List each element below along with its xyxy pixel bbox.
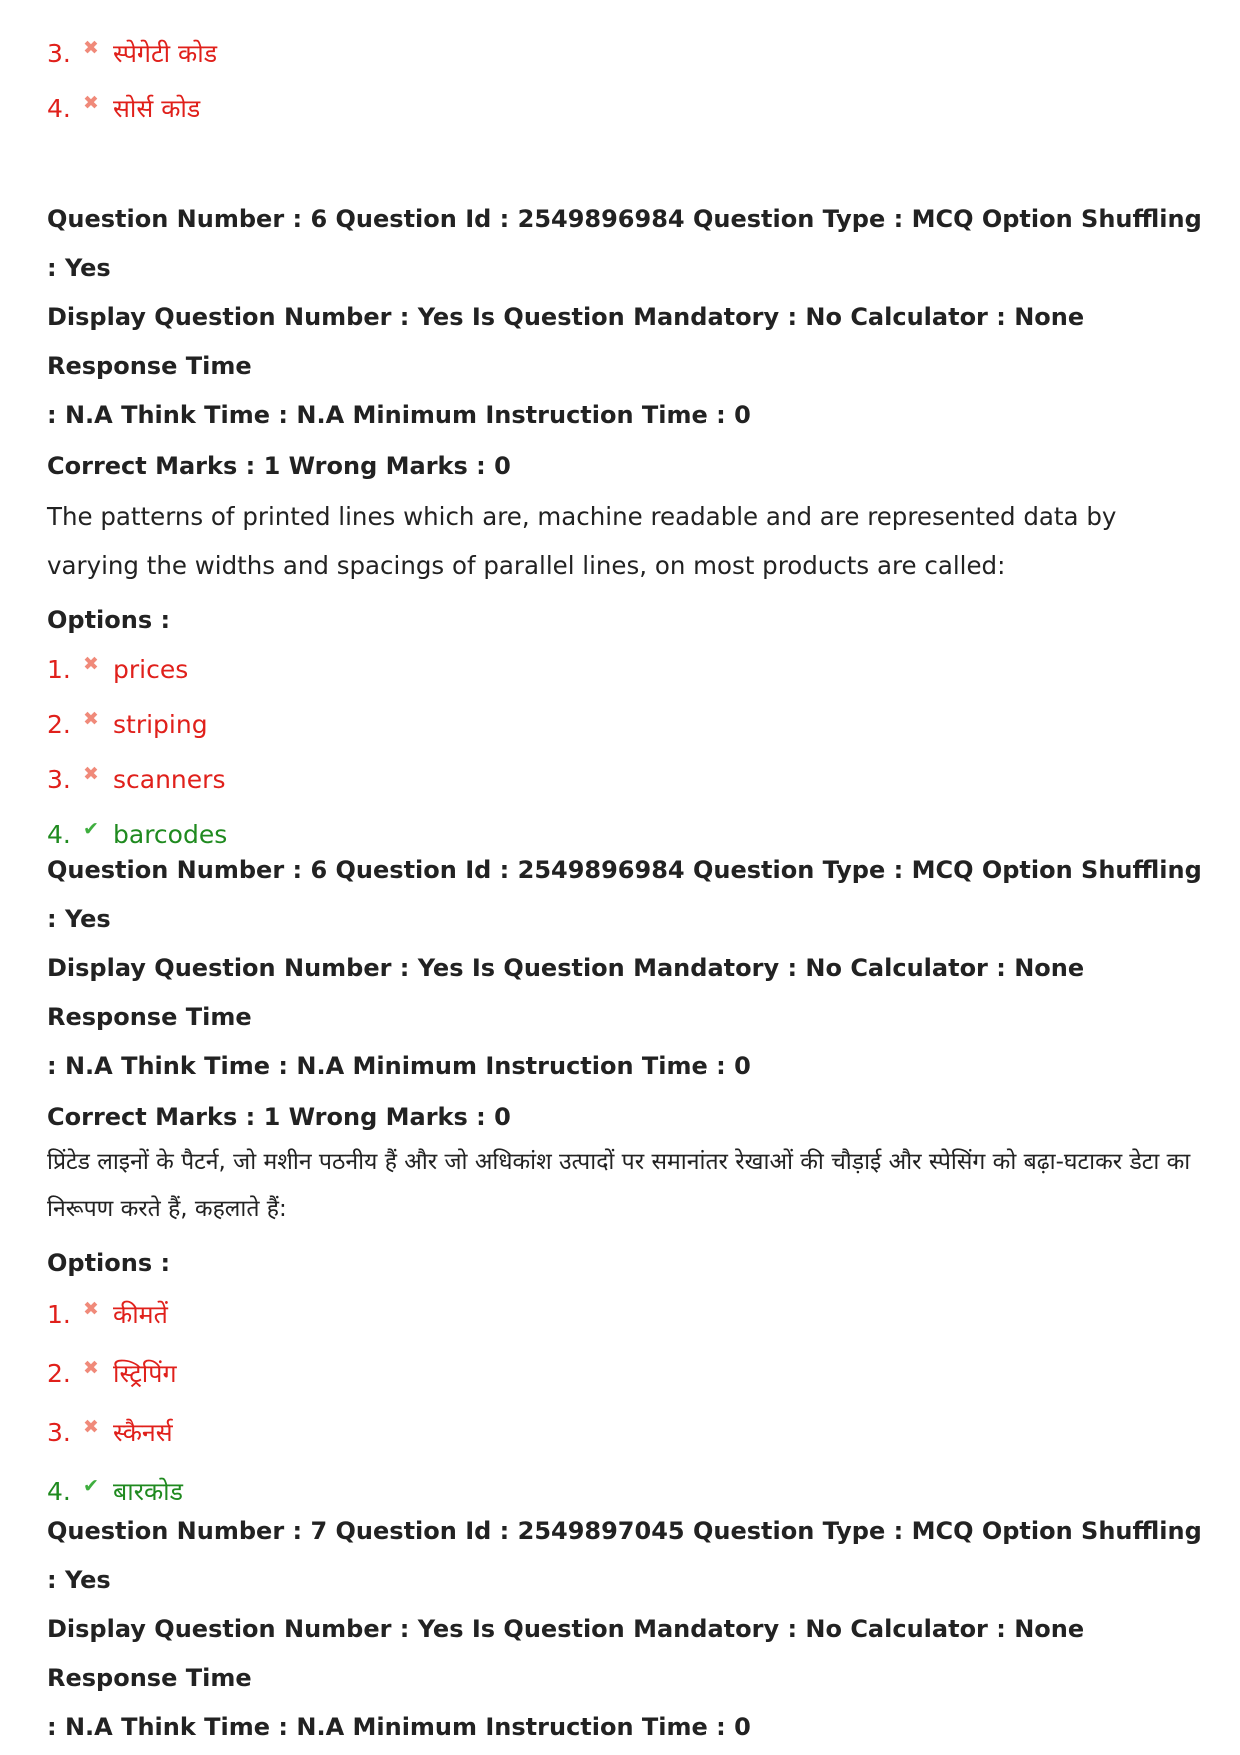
options-label: Options : [47,1249,171,1277]
cross-icon: ✖ [83,707,99,730]
check-icon: ✔ [83,817,99,840]
option-text: barcodes [113,819,228,849]
cross-icon: ✖ [83,91,99,114]
question-meta-line: Question Number : 6 Question Id : 2549896984 Question Type : MCQ Option Shuffling : Yes [47,205,1202,282]
option-number: 3. [47,38,71,68]
option-item [47,81,1207,136]
question-meta-line: : N.A Think Time : N.A Minimum Instruction Time : 0 [47,1052,751,1080]
option-number: 1. [47,654,71,684]
option-item [47,642,1207,697]
option-text: स्पेगेटी कोड [113,38,218,68]
question-meta-line: Display Question Number : Yes Is Question Mandatory : No Calculator : None Response Time [47,1615,1085,1692]
option-number: 4. [47,819,71,849]
question-marks: Correct Marks : 1 Wrong Marks : 0 [47,1103,511,1131]
option-text: स्कैनर्स [113,1417,173,1447]
option-number: 4. [47,1476,71,1506]
option-text: बारकोड [113,1476,184,1506]
option-item [47,1344,1207,1403]
option-number: 1. [47,1299,71,1329]
option-number: 2. [47,709,71,739]
question-text: प्रिंटेड लाइनों के पैटर्न, जो मशीन पठनीय हैं और जो अधिकांश उत्पादों पर समानांतर रेखाओं की चौड़ाई और स्पेसिंग को बढ़ा-घटाकर डेटा का निरूपण करते हैं, कहलाते हैं: [47,1149,1191,1222]
option-text: सोर्स कोड [113,93,201,123]
question-block-7 [47,1507,1207,1752]
option-text: scanners [113,764,226,794]
question-meta [47,846,1207,1091]
option-number: 4. [47,93,71,123]
question-block-6-hindi [47,846,1207,1521]
question-meta-line: Question Number : 6 Question Id : 2549896984 Question Type : MCQ Option Shuffling : Yes [47,856,1202,933]
cross-icon: ✖ [83,652,99,675]
cross-icon: ✖ [83,36,99,59]
previous-question-options [47,26,1207,136]
option-item [47,26,1207,81]
cross-icon: ✖ [83,1415,99,1438]
question-meta-line: Question Number : 7 Question Id : 2549897045 Question Type : MCQ Option Shuffling : Yes [47,1517,1202,1594]
option-number: 3. [47,1417,71,1447]
option-item [47,752,1207,807]
question-text: The patterns of printed lines which are, machine readable and are represented data by varying the widths and spacings of parallel lines, on most products are called: [47,502,1117,580]
options-list [47,642,1207,862]
cross-icon: ✖ [83,1356,99,1379]
question-meta [47,195,1207,440]
options-label: Options : [47,606,171,634]
option-number: 3. [47,764,71,794]
option-item [47,697,1207,752]
cross-icon: ✖ [83,762,99,785]
option-number: 2. [47,1358,71,1388]
option-text: striping [113,709,208,739]
option-text: स्ट्रिपिंग [113,1358,177,1388]
check-icon: ✔ [83,1474,99,1497]
question-meta-line: : N.A Think Time : N.A Minimum Instruction Time : 0 [47,401,751,429]
option-item [47,1285,1207,1344]
option-text: कीमतें [113,1299,168,1329]
option-text: prices [113,654,189,684]
question-marks: Correct Marks : 1 Wrong Marks : 0 [47,452,511,480]
question-meta-line: Display Question Number : Yes Is Question Mandatory : No Calculator : None Response Time [47,303,1085,380]
cross-icon: ✖ [83,1297,99,1320]
question-meta [47,1507,1207,1752]
question-meta-line: : N.A Think Time : N.A Minimum Instruction Time : 0 [47,1713,751,1741]
question-block-6-english [47,195,1207,862]
options-list [47,1285,1207,1521]
option-item [47,1403,1207,1462]
question-meta-line: Display Question Number : Yes Is Question Mandatory : No Calculator : None Response Time [47,954,1085,1031]
